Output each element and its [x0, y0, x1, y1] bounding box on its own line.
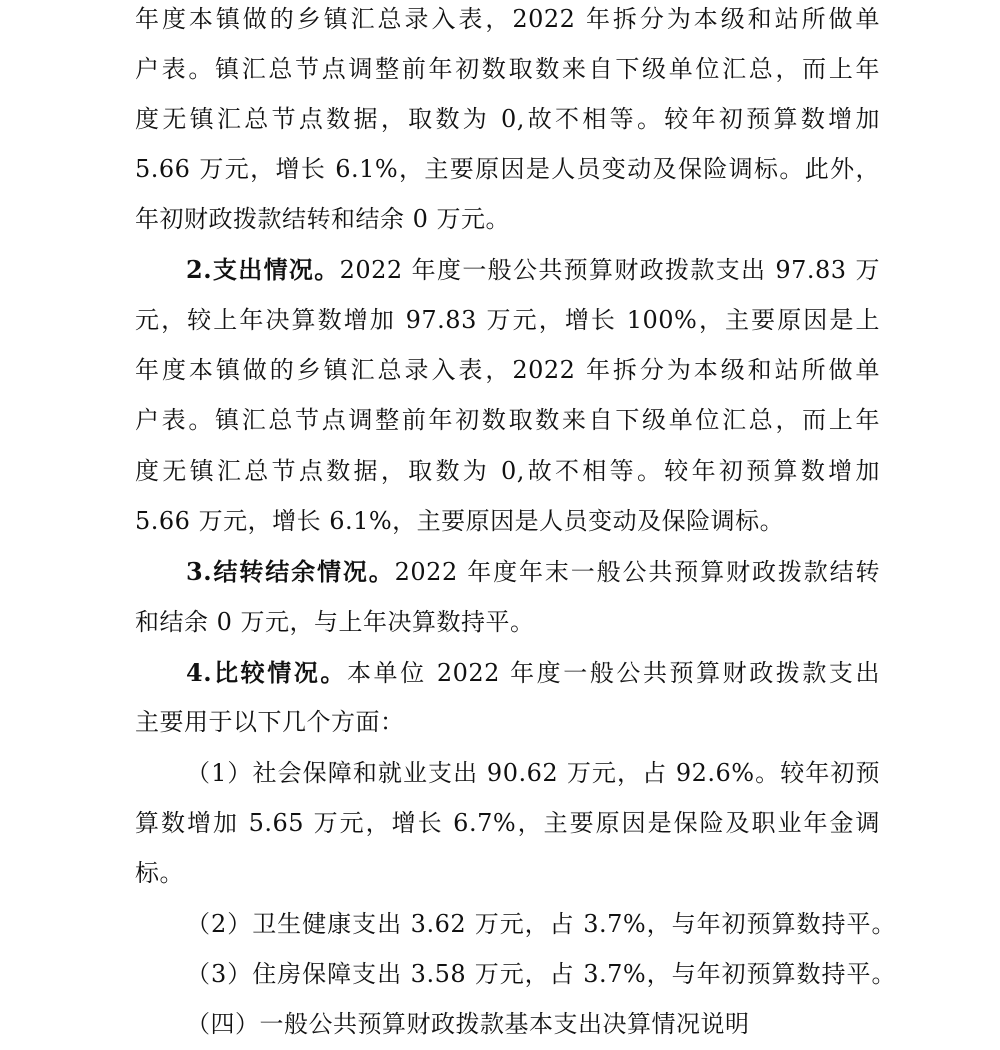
- text-line: 年度本镇做的乡镇汇总录入表，2022 年拆分为本级和站所做单: [135, 356, 880, 384]
- text-line: 度无镇汇总节点数据，取数为 0,故不相等。较年初预算数增加: [135, 457, 880, 485]
- text-line: 和结余 0 万元，与上年决算数持平。: [135, 608, 535, 636]
- text-line: 算数增加 5.65 万元，增长 6.7%，主要原因是保险及职业年金调: [135, 809, 880, 837]
- text-line: 户表。镇汇总节点调整前年初数取数来自下级单位汇总，而上年: [135, 406, 880, 434]
- text-run: 2022 年度年末一般公共预算财政拨款结转: [394, 558, 880, 586]
- text-run: 本单位 2022 年度一般公共预算财政拨款支出: [346, 659, 880, 687]
- text-run: 2022 年度一般公共预算财政拨款支出 97.83 万: [339, 256, 880, 284]
- list-item: （3）住房保障支出 3.58 万元，占 3.7%，与年初预算数持平。: [186, 960, 896, 988]
- section-heading-expenditure: 2.支出情况。: [186, 255, 340, 284]
- text-line: 主要用于以下几个方面：: [135, 708, 405, 736]
- paragraph-first-line: [186, 244, 880, 295]
- paragraph-first-line: [186, 546, 880, 597]
- paragraph-first-line: [186, 647, 880, 698]
- section-heading-carryover: 3.结转结余情况。: [186, 557, 395, 586]
- text-line: 年度本镇做的乡镇汇总录入表，2022 年拆分为本级和站所做单: [135, 5, 880, 33]
- text-line: 标。: [135, 859, 184, 887]
- text-line: 5.66 万元，增长 6.1%，主要原因是人员变动及保险调标。此外，: [135, 155, 880, 183]
- text-line: 年初财政拨款结转和结余 0 万元。: [135, 205, 511, 233]
- text-line: 5.66 万元，增长 6.1%，主要原因是人员变动及保险调标。: [135, 507, 785, 535]
- text-line: 元，较上年决算数增加 97.83 万元，增长 100%，主要原因是上: [135, 306, 880, 334]
- section-title: （四）一般公共预算财政拨款基本支出决算情况说明: [186, 1010, 750, 1038]
- section-heading-comparison: 4.比较情况。: [186, 658, 347, 687]
- text-line: 户表。镇汇总节点调整前年初数取数来自下级单位汇总，而上年: [135, 55, 880, 83]
- list-item: （2）卫生健康支出 3.62 万元，占 3.7%，与年初预算数持平。: [186, 910, 896, 938]
- text-line: 度无镇汇总节点数据，取数为 0,故不相等。较年初预算数增加: [135, 105, 880, 133]
- list-item-first-line: （1）社会保障和就业支出 90.62 万元，占 92.6%。较年初预: [186, 759, 880, 787]
